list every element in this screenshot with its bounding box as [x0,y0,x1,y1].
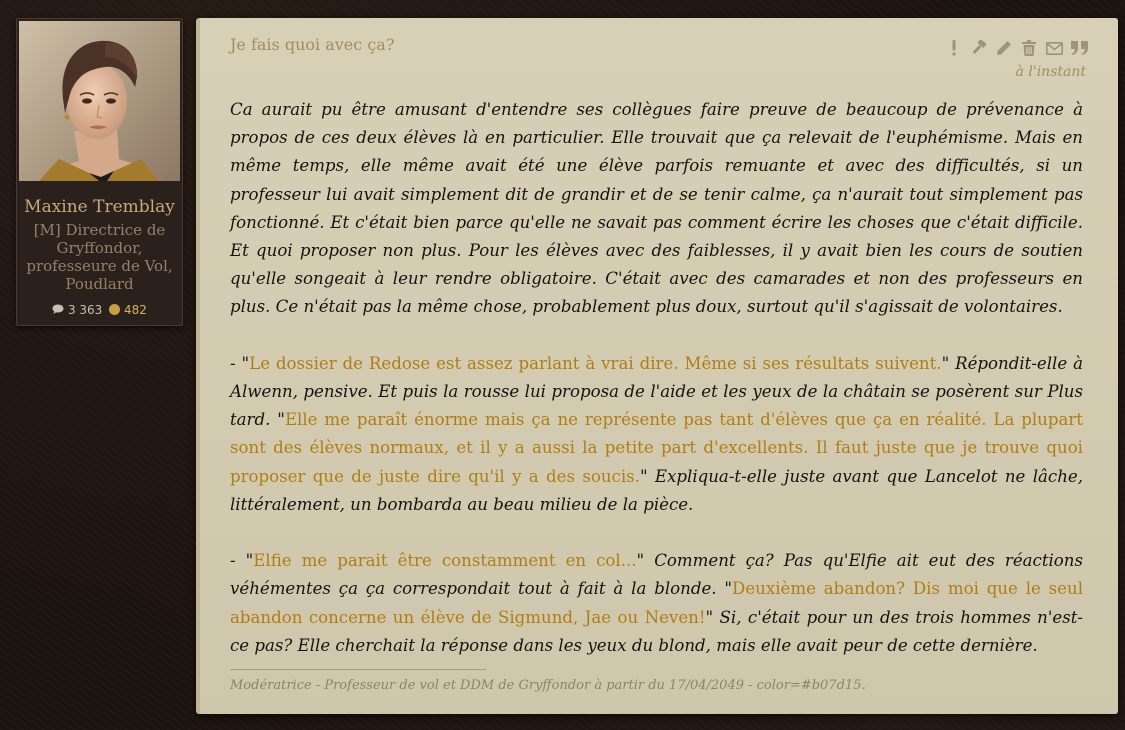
author-signature: Modératrice - Professeur de vol et DDM de Gryffondor à partir du 17/04/2049 - color=#b07d15. [230,678,866,693]
author-stats [17,303,182,318]
avatar[interactable] [19,21,180,181]
narration-text: - " [230,551,254,571]
dialogue-text: Elfie me parait être constamment en col... [253,551,637,571]
quote-icon[interactable] [1070,39,1088,57]
narration-text: " Répondit-elle à Alwenn, pensive. Et puis la rousse lui proposa de l'aide et les yeux de la châtain se posèrent sur Plus tard. " [230,353,1084,430]
post-paragraph [230,96,1083,322]
message-count: 3 363 [67,303,103,317]
signature-divider [230,669,486,670]
coin-count: 482 [123,303,147,317]
post-timestamp[interactable]: à l'instant [1015,64,1086,80]
post-body [230,96,1083,660]
moderate-icon[interactable] [970,39,988,57]
narration-text: " Comment ça? Pas qu'Elfie ait eut des réactions véhémentes ça ça correspondait tout à fait à la blonde. " [230,551,1084,599]
post-title[interactable]: Je fais quoi avec ça? [230,35,395,54]
author-profile-card [16,18,183,326]
message-count-icon [52,304,64,318]
post-paragraph [230,350,1083,519]
author-rank: [M] Directrice de Gryffondor, professeure de Vol, Poudlard [26,221,173,293]
coin-icon [109,304,120,315]
narration-text: " Expliqua-t-elle juste avant que Lancelot ne lâche, littéralement, un bombarda au beau milieu de la pièce. [230,466,1083,514]
author-name[interactable]: Maxine Tremblay [24,197,175,217]
post-paragraph [230,547,1083,660]
message-icon[interactable] [1045,39,1063,57]
post-actions [945,38,1088,58]
post-card [196,18,1118,714]
narration-text: - " [230,353,250,373]
narration-text: Ca aurait pu être amusant d'entendre ses collègues faire preuve de beaucoup de prévenance à propos de ces deux élèves là en particulier. Elle trouvait que ça relevait de l'euphémisme. Mais en même temps, elle même avait été une élève parfois remuante et avec des difficultés, si un professeur lui avait simplement dit de grandir et de se tenir calme, ça n'aurait tout simplement pas fonctionné. Et c'était bien parce qu'elle ne savait pas comment écrire les choses que c'était difficile. Et quoi proposer non plus. Pour les élèves avec des faiblesses, il y avait bien les cours de soutien qu'elle songeait à leur rendre obligatoire. C'était avec des camarades et non des professeurs en plus. Ce n'était pas la même chose, probablement plus doux, surtout qu'il s'agissait de volontaires. [230,100,1083,317]
dialogue-text: Le dossier de Redose est assez parlant à vrai dire. Même si ses résultats suivent. [249,353,942,373]
dialogue-text: Deuxième abandon? Dis moi que le seul abandon concerne un élève de Sigmund, Jae ou Neven! [230,579,1083,627]
avatar-portrait [19,21,180,181]
narration-text: " Si, c'était pour un des trois hommes n'est-ce pas? Elle cherchait la réponse dans les yeux du blond, mais elle avait peur de cette dernière. [230,607,1083,655]
report-icon[interactable] [945,39,963,57]
delete-icon[interactable] [1020,39,1038,57]
edit-icon[interactable] [995,39,1013,57]
dialogue-text: Elle me paraît énorme mais ça ne représente pas tant d'élèves que ça en réalité. La plupart sont des élèves normaux, et il y a aussi la petite part d'excellents. Il faut juste que je trouve quoi proposer que de juste dire qu'il y a des soucis. [230,410,1083,486]
